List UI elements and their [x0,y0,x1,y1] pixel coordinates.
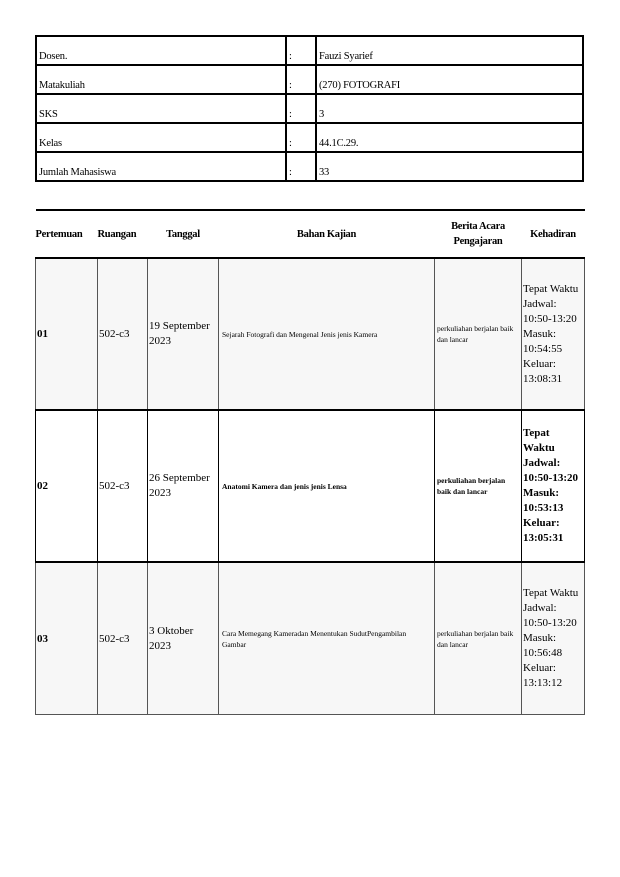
date-cell: 19 September 2023 [148,258,219,410]
meeting-number: 01 [36,258,98,410]
attendance-cell: Tepat Waktu Jadwal: 10:50-13:20 Masuk: 10:54:55 Keluar: 13:08:31 [522,258,585,410]
header-meeting: Pertemuan [36,210,98,258]
info-separator: : [286,94,316,123]
course-info-table [35,35,584,182]
info-value: Fauzi Syarief [316,36,583,65]
room-cell: 502-c3 [98,410,148,562]
meeting-number: 02 [36,410,98,562]
info-value: 3 [316,94,583,123]
attendance-cell: Tepat Waktu Jadwal: 10:50-13:20 Masuk: 10:56:48 Keluar: 13:13:12 [522,562,585,715]
table-row [36,562,585,715]
info-row-credits [36,94,583,123]
info-row-lecturer [36,36,583,65]
info-separator: : [286,36,316,65]
attendance-cell: Tepat Waktu Jadwal: 10:50-13:20 Masuk: 10:53:13 Keluar: 13:05:31 [522,410,585,562]
info-row-course [36,65,583,94]
info-label: Jumlah Mahasiswa [36,152,286,181]
header-room: Ruangan [98,210,148,258]
material-cell: Cara Memegang Kameradan Menentukan SudutPengambilan Gambar [219,562,435,715]
header-material: Bahan Kajian [219,210,435,258]
info-label: Kelas [36,123,286,152]
table-row [36,410,585,562]
info-label: Matakuliah [36,65,286,94]
info-value: 33 [316,152,583,181]
report-cell: perkuliahan berjalan baik dan lancar [435,410,522,562]
room-cell: 502-c3 [98,562,148,715]
material-cell: Anatomi Kamera dan jenis jenis Lensa [219,410,435,562]
meeting-number: 03 [36,562,98,715]
info-label: SKS [36,94,286,123]
attendance-header-row [36,210,585,258]
header-attendance: Kehadiran [522,210,585,258]
info-row-class [36,123,583,152]
info-row-students [36,152,583,181]
table-row [36,258,585,410]
date-cell: 26 September 2023 [148,410,219,562]
material-cell: Sejarah Fotografi dan Mengenal Jenis jenis Kamera [219,258,435,410]
report-cell: perkuliahan berjalan baik dan lancar [435,258,522,410]
attendance-table [35,209,585,715]
info-separator: : [286,152,316,181]
room-cell: 502-c3 [98,258,148,410]
info-label: Dosen. [36,36,286,65]
date-cell: 3 Oktober 2023 [148,562,219,715]
info-value: (270) FOTOGRAFI [316,65,583,94]
info-value: 44.1C.29. [316,123,583,152]
info-separator: : [286,123,316,152]
info-separator: : [286,65,316,94]
header-date: Tanggal [148,210,219,258]
report-cell: perkuliahan berjalan baik dan lancar [435,562,522,715]
header-report: Berita Acara Pengajaran [435,210,522,258]
